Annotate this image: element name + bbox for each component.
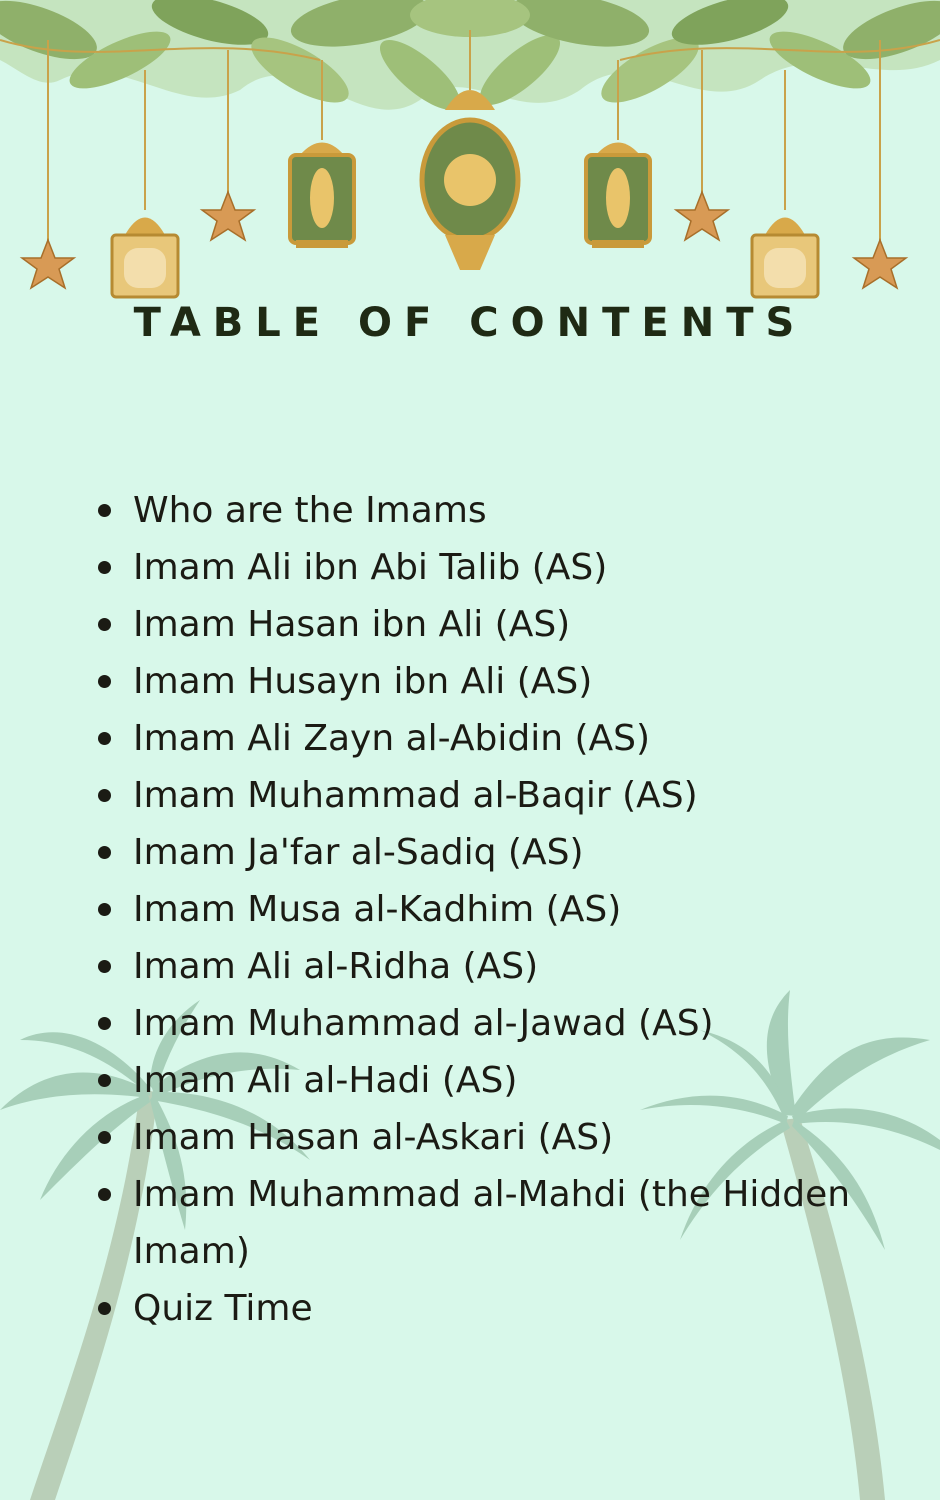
bullet-icon [98,846,111,859]
toc-item [96,824,856,881]
toc-item [96,995,856,1052]
toc-item [96,1052,856,1109]
bullet-icon [98,618,111,631]
bullet-icon [98,1302,111,1315]
lantern-small-left [112,218,178,298]
toc-item [96,1109,856,1166]
bullet-icon [98,1188,111,1201]
page-title: TABLE OF CONTENTS [133,300,807,346]
lantern-medium-right [586,143,650,249]
toc-item [96,1166,856,1280]
bullet-icon [98,675,111,688]
bullet-icon [98,960,111,973]
lantern-center [422,90,518,270]
bullet-icon [98,1017,111,1030]
toc-item [96,596,856,653]
bullet-icon [98,732,111,745]
toc-list [96,482,856,1337]
bullet-icon [98,504,111,517]
toc-item-label: Imam Musa al-Kadhim (AS) [133,889,622,930]
toc-item-label: Quiz Time [133,1288,313,1329]
toc-item-label: Imam Ali al-Hadi (AS) [133,1060,518,1101]
toc-item [96,653,856,710]
toc-item-label: Imam Ali al-Ridha (AS) [133,946,539,987]
toc-item-label: Imam Husayn ibn Ali (AS) [133,661,593,702]
toc-item [96,539,856,596]
toc-item-label: Imam Hasan al-Askari (AS) [133,1117,614,1158]
bullet-icon [98,789,111,802]
lantern-medium-left [290,143,354,249]
toc-item-label: Imam Muhammad al-Baqir (AS) [133,775,698,816]
toc-item [96,482,856,539]
toc-item-label: Who are the Imams [133,490,487,531]
toc-item-label: Imam Hasan ibn Ali (AS) [133,604,571,645]
toc-item-label: Imam Ali ibn Abi Talib (AS) [133,547,608,588]
bullet-icon [98,903,111,916]
toc-item [96,1280,856,1337]
toc-item [96,938,856,995]
toc-item [96,767,856,824]
toc-item [96,710,856,767]
lantern-small-right [752,218,818,298]
bullet-icon [98,1131,111,1144]
toc-item-label: Imam Ali Zayn al-Abidin (AS) [133,718,651,759]
toc-item-label: Imam Ja'far al-Sadiq (AS) [133,832,584,873]
toc-item [96,881,856,938]
bullet-icon [98,561,111,574]
bullet-icon [98,1074,111,1087]
toc-item-label: Imam Muhammad al-Jawad (AS) [133,1003,714,1044]
toc-item-label: Imam Muhammad al-Mahdi (the Hidden Imam) [133,1174,851,1272]
